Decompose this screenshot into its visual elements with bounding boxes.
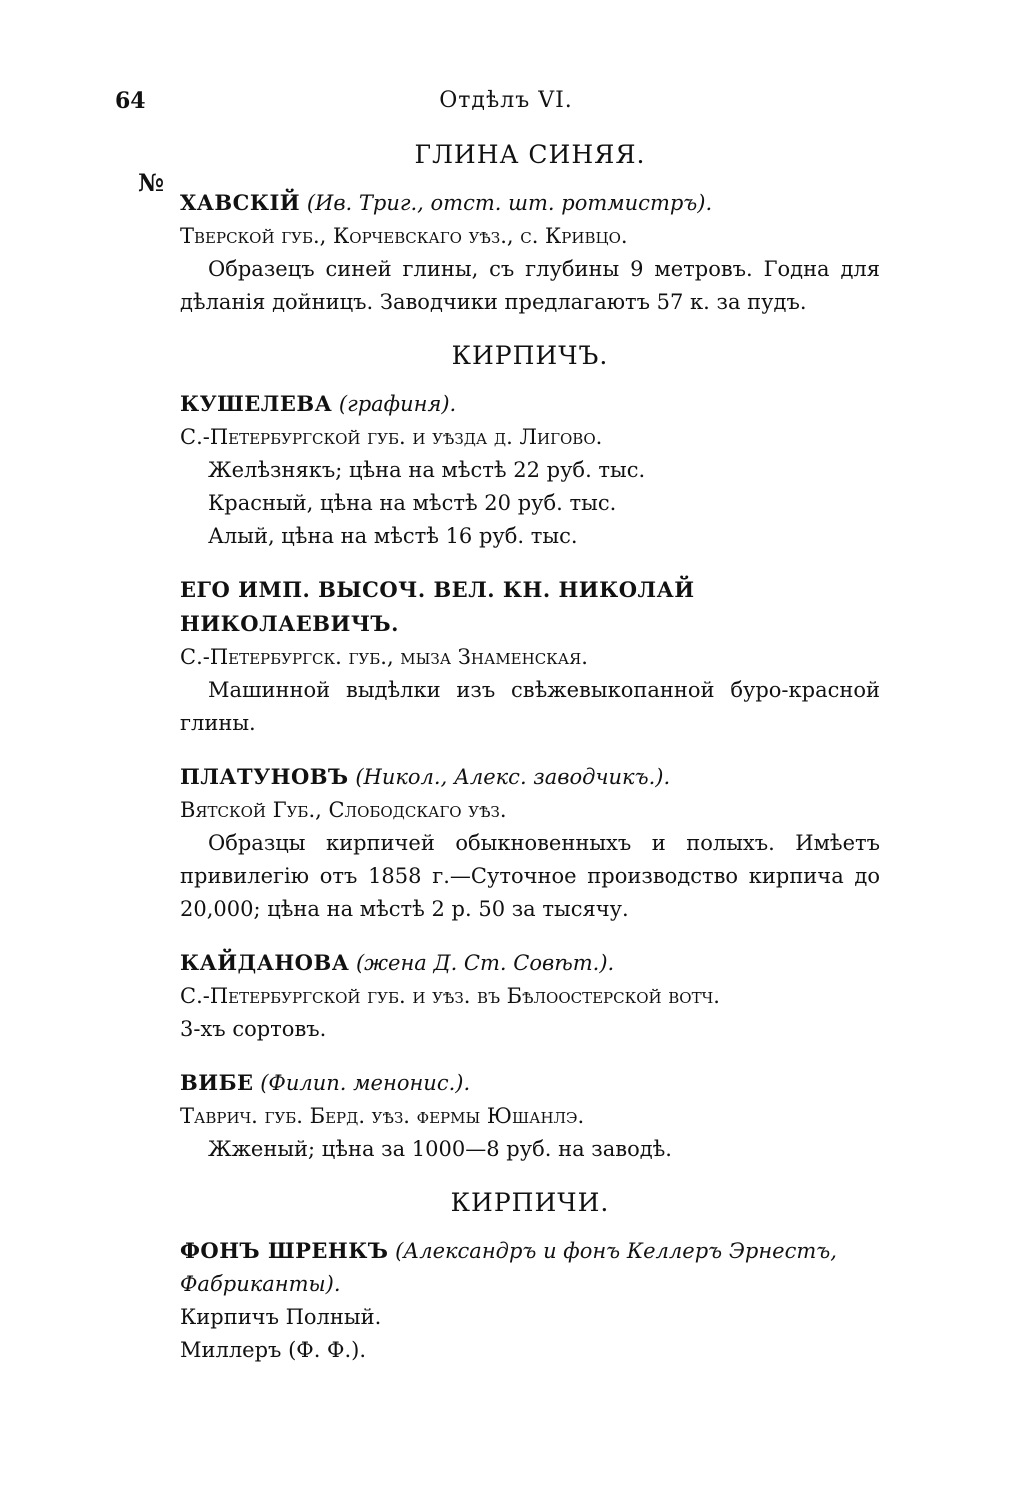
exhibitor-name: КУШЕЛЕВА xyxy=(180,391,333,416)
price-line: Жженый; цѣна за 1000—8 руб. на заводѣ. xyxy=(208,1137,672,1161)
exhibitor-heading xyxy=(180,573,880,641)
exhibitor-heading xyxy=(180,760,880,794)
exhibitor-name: ФОНЪ ШРЕНКЪ xyxy=(180,1238,389,1263)
exhibitor-name: ВИБЕ xyxy=(180,1070,254,1095)
exhibitor-note: (Александръ и фонъ Келлеръ Эрнестъ, Фабриканты). xyxy=(180,1239,837,1296)
section-title: КИРПИЧЪ. xyxy=(451,341,609,370)
exhibitor-description: Образцы кирпичей обыкновенныхъ и полыхъ. Имѣетъ привилегію отъ 1858 г.—Суточное производство кирпича до 20,000; цѣна на мѣстѣ 2 р. 50 за тысячу. xyxy=(180,831,880,921)
exhibitor-heading xyxy=(180,1234,880,1301)
exhibitor-name: ЕГО ИМП. ВЫСОЧ. ВЕЛ. КН. НИКОЛАЙ НИКОЛАЕВИЧЪ. xyxy=(180,577,695,636)
exhibitor-location: Вятской Губ., Слободскаго уѣз. xyxy=(180,798,507,822)
product-line: Кирпичъ Полный. xyxy=(180,1305,382,1329)
section-title: ГЛИНА СИНЯЯ. xyxy=(414,140,646,169)
exhibitor-note: (Никол., Алекс. заводчикъ.). xyxy=(348,765,671,789)
exhibitor-location: С.-Петербургск. губ., мыза Знаменская. xyxy=(180,645,588,669)
exhibitor-entry xyxy=(180,387,880,553)
exhibitor-name: ХАВСКІЙ xyxy=(180,190,301,215)
number-sign: № xyxy=(138,168,165,197)
page-number: 64 xyxy=(115,88,146,114)
running-head: Отдѣлъ VI. xyxy=(439,88,573,113)
exhibitor-name: ПЛАТУНОВЪ xyxy=(180,764,349,789)
product-line: Миллеръ (Ф. Ф.). xyxy=(180,1338,367,1362)
exhibitor-location: Тверской губ., Корчевскаго уѣз., с. Кривцо. xyxy=(180,224,628,248)
exhibitor-entry xyxy=(180,186,880,319)
exhibitor-note: (Филип. менонис.). xyxy=(253,1071,471,1095)
section-title: КИРПИЧИ. xyxy=(450,1188,610,1217)
exhibitor-description: Машинной выдѣлки изъ свѣжевыкопанной буро-красной глины. xyxy=(180,678,880,735)
exhibitor-entry xyxy=(180,760,880,926)
price-line: Желѣзнякъ; цѣна на мѣстѣ 22 руб. тыс. xyxy=(208,458,646,482)
exhibitor-location: Таврич. губ. Берд. уѣз. фермы Юшанлэ. xyxy=(180,1104,585,1128)
page-body xyxy=(180,138,880,1387)
exhibitor-heading xyxy=(180,186,880,220)
exhibitor-heading xyxy=(180,946,880,980)
exhibitor-note: (Ив. Триг., отст. шт. ротмистръ). xyxy=(300,191,713,215)
exhibitor-heading xyxy=(180,387,880,421)
exhibitor-description: Образецъ синей глины, съ глубины 9 метровъ. Годна для дѣланія дойницъ. Заводчики предлагаютъ 57 к. за пудъ. xyxy=(180,257,880,314)
exhibitor-name: КАЙДАНОВА xyxy=(180,950,350,975)
exhibitor-entry xyxy=(180,573,880,740)
exhibitor-entry xyxy=(180,1234,880,1367)
exhibitor-entry xyxy=(180,946,880,1046)
exhibitor-heading xyxy=(180,1066,880,1100)
price-line: Алый, цѣна на мѣстѣ 16 руб. тыс. xyxy=(208,524,578,548)
exhibitor-location: С.-Петербургской губ. и уѣзда д. Лигово. xyxy=(180,425,603,449)
exhibitor-entry xyxy=(180,1066,880,1166)
exhibitor-note: (жена Д. Ст. Совѣт.). xyxy=(349,951,615,975)
exhibitor-note: (графиня). xyxy=(332,392,457,416)
exhibitor-location: С.-Петербургской губ. и уѣз. въ Бѣлоостерской вотч. xyxy=(180,984,720,1008)
price-line: Красный, цѣна на мѣстѣ 20 руб. тыс. xyxy=(208,491,617,515)
exhibitor-description: 3-хъ сортовъ. xyxy=(180,1017,327,1041)
